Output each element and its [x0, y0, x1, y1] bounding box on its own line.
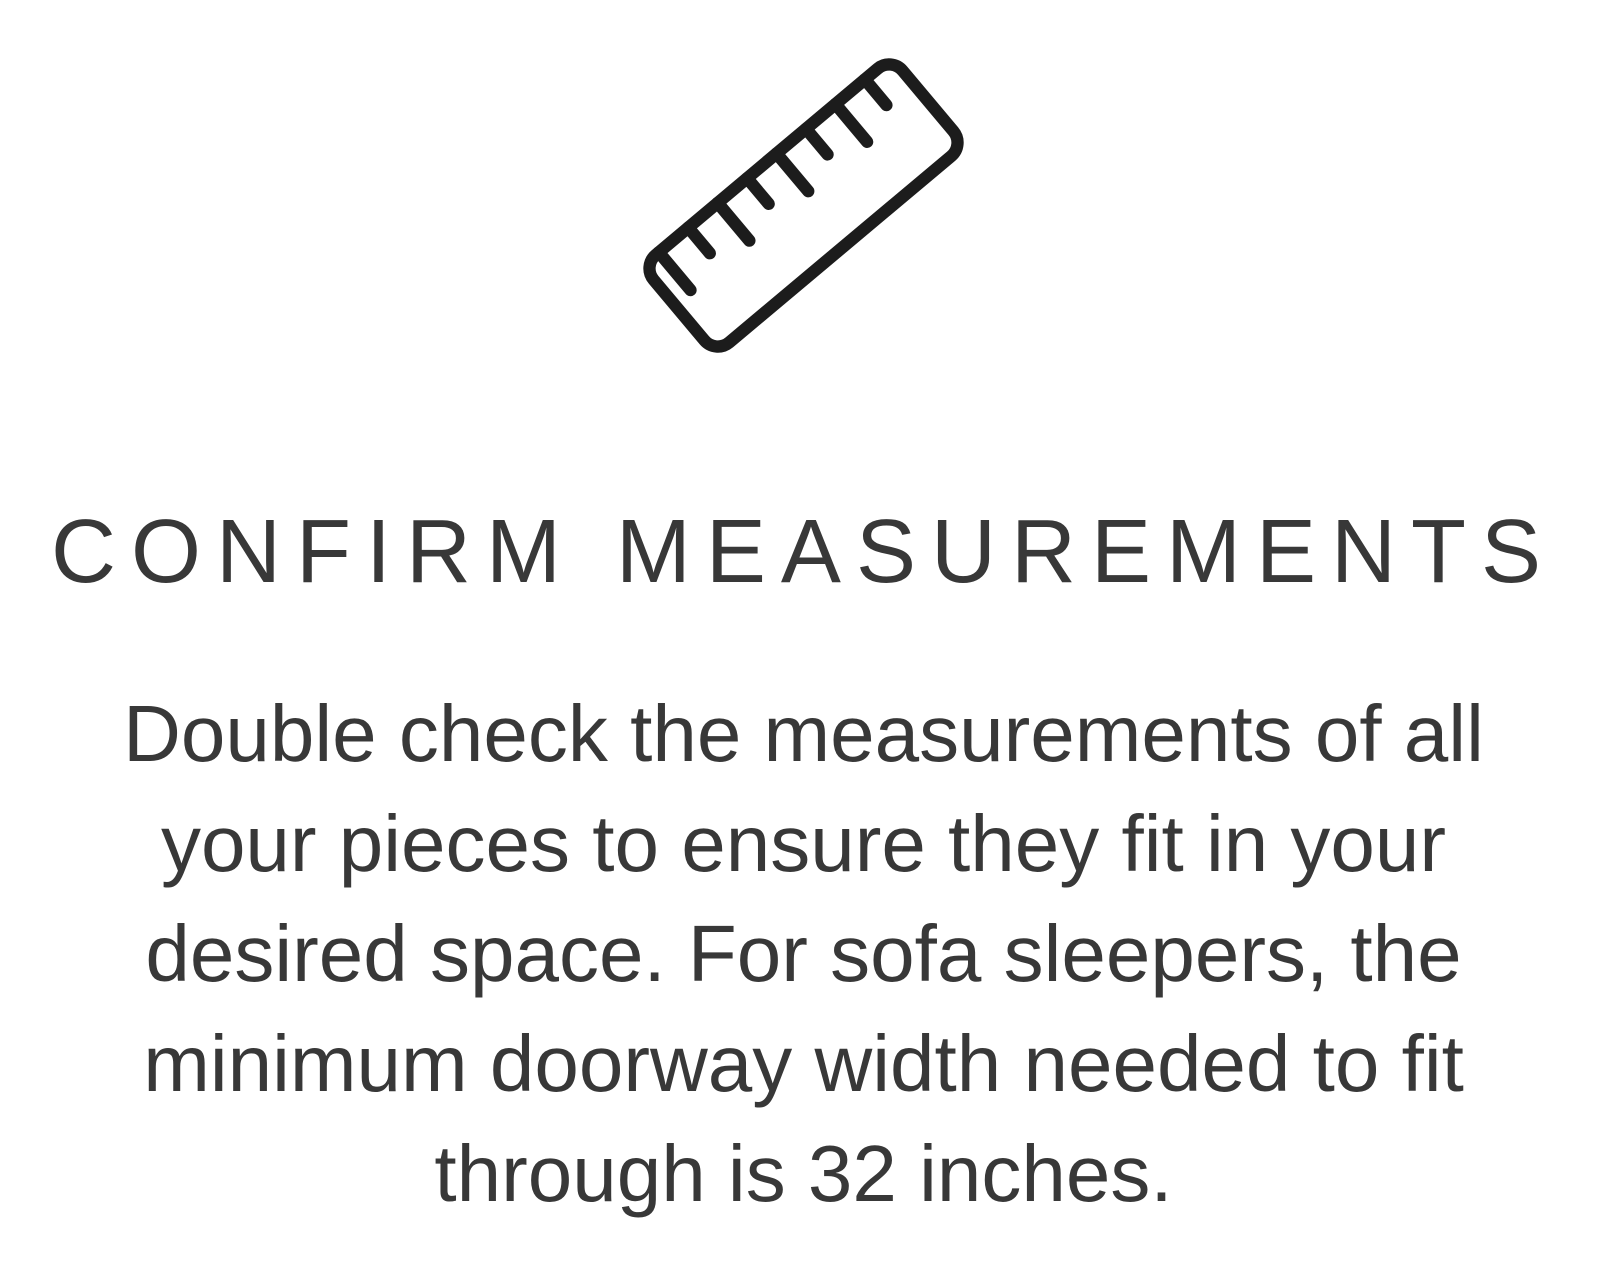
icon-container — [0, 0, 1607, 373]
body-line: through is 32 inches. — [434, 1129, 1173, 1218]
ruler-icon — [636, 38, 971, 373]
body-line: Double check the measurements of all — [123, 689, 1484, 778]
body-line: your pieces to ensure they fit in your — [160, 799, 1447, 888]
body-line: minimum doorway width needed to fit — [143, 1019, 1464, 1108]
section-body — [0, 679, 1607, 1229]
body-line: desired space. For sofa sleepers, the — [145, 909, 1462, 998]
section-heading: CONFIRM MEASUREMENTS — [50, 502, 1557, 602]
